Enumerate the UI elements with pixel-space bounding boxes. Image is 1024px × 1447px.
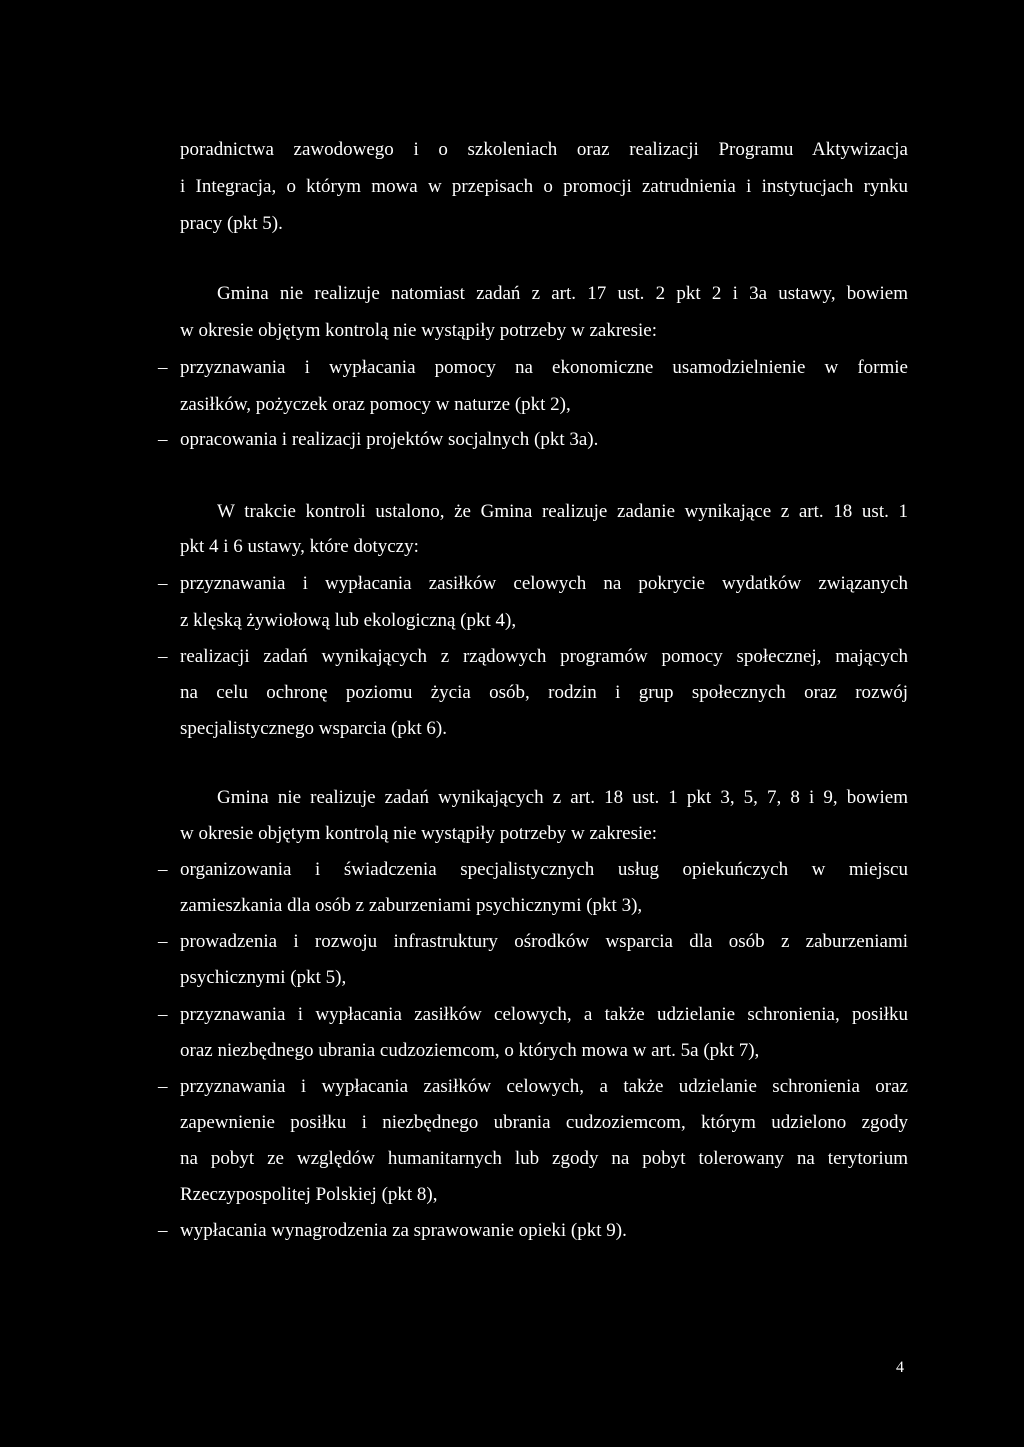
list-4-item-4-line-3: na pobyt ze względów humanitarnych lub zgody na pobyt tolerowany na terytorium <box>180 1148 908 1169</box>
paragraph-1-line-2: i Integracja, o którym mowa w przepisach o promocji zatrudnienia i instytucjach rynku <box>180 176 908 197</box>
list-4-item-5-line-1: wypłacania wynagrodzenia za sprawowanie opieki (pkt 9). <box>180 1220 627 1241</box>
list-3-item-2-line-2: na celu ochronę poziomu życia osób, rodzin i grup społecznych oraz rozwój <box>180 682 908 703</box>
list-2-item-1-dash: – <box>158 357 168 378</box>
paragraph-2-line-2: w okresie objętym kontrolą nie wystąpiły potrzeby w zakresie: <box>180 320 657 341</box>
list-3-item-2-line-1: realizacji zadań wynikających z rządowych programów pomocy społecznej, mających <box>180 646 908 667</box>
list-2-item-1-line-1: przyznawania i wypłacania pomocy na ekonomiczne usamodzielnienie w formie <box>180 357 908 378</box>
page-number: 4 <box>896 1359 904 1376</box>
list-4-item-4-dash: – <box>158 1076 168 1097</box>
list-4-item-2-dash: – <box>158 931 168 952</box>
paragraph-1-line-3: pracy (pkt 5). <box>180 213 283 234</box>
list-4-item-3-dash: – <box>158 1004 168 1025</box>
list-4-item-4-line-2: zapewnienie posiłku i niezbędnego ubrania cudzoziemcom, którym udzielono zgody <box>180 1112 908 1133</box>
list-4-item-1-line-1: organizowania i świadczenia specjalistycznych usług opiekuńczych w miejscu <box>180 859 908 880</box>
paragraph-4-line-2: w okresie objętym kontrolą nie wystąpiły potrzeby w zakresie: <box>180 823 657 844</box>
list-2-item-1-line-2: zasiłków, pożyczek oraz pomocy w naturze (pkt 2), <box>180 394 571 415</box>
list-2-item-2-line-1: opracowania i realizacji projektów socjalnych (pkt 3a). <box>180 429 599 450</box>
list-3-item-1-dash: – <box>158 573 168 594</box>
list-4-item-3-line-2: oraz niezbędnego ubrania cudzoziemcom, o których mowa w art. 5a (pkt 7), <box>180 1040 760 1061</box>
list-4-item-1-dash: – <box>158 859 168 880</box>
paragraph-3-line-1: W trakcie kontroli ustalono, że Gmina realizuje zadanie wynikające z art. 18 ust. 1 <box>217 501 908 522</box>
list-4-item-2-line-1: prowadzenia i rozwoju infrastruktury ośrodków wsparcia dla osób z zaburzeniami <box>180 931 908 952</box>
list-4-item-3-line-1: przyznawania i wypłacania zasiłków celowych, a także udzielanie schronienia, posiłku <box>180 1004 908 1025</box>
paragraph-3-line-2: pkt 4 i 6 ustawy, które dotyczy: <box>180 536 419 557</box>
paragraph-4-line-1: Gmina nie realizuje zadań wynikających z art. 18 ust. 1 pkt 3, 5, 7, 8 i 9, bowiem <box>217 787 908 808</box>
list-4-item-5-dash: – <box>158 1220 168 1241</box>
list-2-item-2-dash: – <box>158 429 168 450</box>
paragraph-2-line-1: Gmina nie realizuje natomiast zadań z art. 17 ust. 2 pkt 2 i 3a ustawy, bowiem <box>217 283 908 304</box>
list-4-item-1-line-2: zamieszkania dla osób z zaburzeniami psychicznymi (pkt 3), <box>180 895 643 916</box>
list-4-item-2-line-2: psychicznymi (pkt 5), <box>180 967 347 988</box>
list-3-item-2-dash: – <box>158 646 168 667</box>
paragraph-1-line-1: poradnictwa zawodowego i o szkoleniach oraz realizacji Programu Aktywizacja <box>180 139 908 160</box>
list-3-item-2-line-3: specjalistycznego wsparcia (pkt 6). <box>180 718 447 739</box>
list-3-item-1-line-2: z klęską żywiołową lub ekologiczną (pkt 4), <box>180 610 517 631</box>
list-4-item-4-line-4: Rzeczypospolitej Polskiej (pkt 8), <box>180 1184 438 1205</box>
list-4-item-4-line-1: przyznawania i wypłacania zasiłków celowych, a także udzielanie schronienia oraz <box>180 1076 908 1097</box>
list-3-item-1-line-1: przyznawania i wypłacania zasiłków celowych na pokrycie wydatków związanych <box>180 573 908 594</box>
